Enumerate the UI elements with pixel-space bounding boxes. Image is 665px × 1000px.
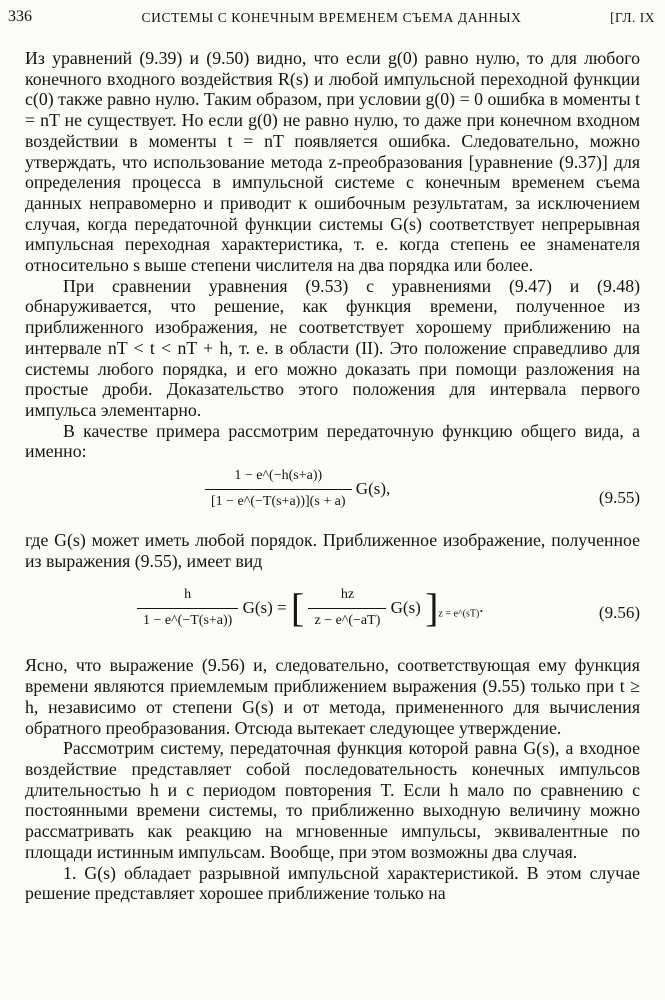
eq956-lhs-numerator: h (184, 587, 192, 603)
eq956-lhs-tail: G(s) = (242, 598, 287, 618)
paragraph-3: В качестве примера рассмотрим передаточную функцию общего вида, а именно: (25, 420, 640, 462)
chapter-marker: [ГЛ. IX (610, 10, 655, 25)
eq956-rhs-numerator: hz (340, 587, 355, 603)
page-body (25, 48, 640, 904)
eq956-lhs-denominator: 1 − e^(−T(s+a)) (137, 608, 238, 632)
eq955-denominator: [1 − e^(−T(s+a))](s + a) (205, 489, 352, 513)
equation-9-56 (25, 581, 640, 655)
eq955-fraction (205, 466, 352, 512)
eq956-rhs-fraction (308, 585, 386, 631)
eq956-subscript: z = e^(sT) (438, 608, 480, 620)
close-bracket: ] (425, 585, 439, 631)
equation-9-55 (25, 466, 640, 530)
page-number: 336 (8, 8, 32, 25)
eq956-rhs-denominator: z − e^(−aT) (308, 608, 386, 632)
paragraph-7: 1. G(s) обладает разрывной импульсной характеристикой. В этом случае решение представляет хорошее приближение только на (25, 862, 640, 904)
eq956-lhs-fraction (137, 585, 238, 631)
paragraph-5: Ясно, что выражение (9.56) и, следовательно, соответствующая ему функция времени являются приемлемым приближением выражения (9.55) только при t ≥ h, независимо от степени G(s) и от метода, примененного для вычисления обратного преобразования. Отсюда вытекает следующее утверждение. (25, 655, 640, 738)
eq955-number: (9.55) (598, 488, 640, 508)
paragraph-6: Рассмотрим систему, передаточная функция которой равна G(s), а входное воздействие представляет собой последовательность конечных импульсов длительностью h и с периодом повторения T. Если h мало по сравнению с постоянными времени системы, то приближенно выходную величину можно рассматривать как реакцию на мгновенные импульсы, эквивалентные по площади истинным импульсам. Вообще, при этом возможны два случая. (25, 738, 640, 862)
running-title: СИСТЕМЫ С КОНЕЧНЫМ ВРЕМЕНЕМ СЪЕМА ДАННЫХ (141, 10, 522, 25)
page-header (8, 8, 655, 34)
eq955-numerator: 1 − e^(−h(s+a)) (234, 468, 323, 484)
eq955-tail: G(s), (355, 478, 391, 498)
eq956-number: (9.56) (598, 603, 640, 623)
eq956-period: . (479, 597, 484, 617)
paragraph-4: где G(s) может иметь любой порядок. Приближенное изображение, полученное из выражения (9.55), имеет вид (25, 530, 640, 571)
paragraph-1: Из уравнений (9.39) и (9.50) видно, что если g(0) равно нулю, то для любого конечного входного воздействия R(s) и любой импульсной переходной функции c(0) также равно нулю. Таким образом, при условии g(0) = 0 ошибка в моменты t = nT не существует. Но если g(0) не равно нулю, то даже при конечном входном воздействии в моменты t = nT появляется ошибка. Следовательно, можно утверждать, что использование метода z-преобразования [уравнение (9.37)] для определения процесса в импульсной системе с конечным временем съема данных неправомерно и приводит к ошибочным результатам, за исключением случая, когда передаточной функции системы G(s) соответствует непрерывная импульсная переходная характеристика, т. е. когда степень ее знаменателя относительно s выше степени числителя на два порядка или более. (25, 48, 640, 276)
eq956-rhs-tail: G(s) (390, 598, 421, 618)
paragraph-2: При сравнении уравнения (9.53) с уравнениями (9.47) и (9.48) обнаруживается, что решение, как функция времени, полученное из приближенного изображения, не соответствует хорошему приближению на интервале nT < t < nT + h, т. е. в области (II). Это положение справедливо для системы любого порядка, и его можно доказать при помощи разложения на простые дроби. Доказательство этого положения для интервала первого импульса элементарно. (25, 275, 640, 420)
open-bracket: [ (290, 585, 305, 631)
